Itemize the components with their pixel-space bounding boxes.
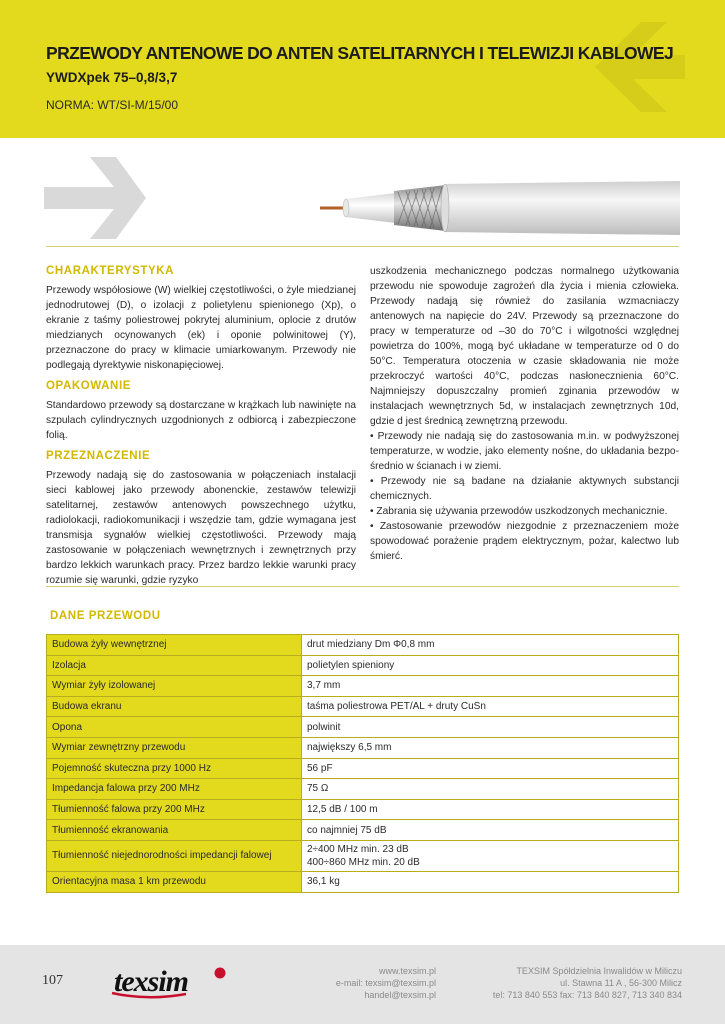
warnings-list (370, 429, 679, 564)
table-row (47, 840, 679, 871)
arrow-right-icon (44, 157, 146, 239)
list-item: • Przewody nie nadają się do zastosowania m.in. w podwyższonej temperaturze, w wodzie, jako elementy nośne, do układania bezpośrednio w ścianach i w ziemi. (370, 431, 679, 472)
page-number: 107 (42, 973, 63, 988)
table-row (47, 655, 679, 676)
spec-label: Tłumienność falowa przy 200 MHz (47, 799, 302, 820)
spec-label: Opona (47, 717, 302, 738)
spec-value: 75 Ω (302, 779, 679, 800)
spec-value: co najmniej 75 dB (302, 820, 679, 841)
norma-label: NORMA: WT/SI-M/15/00 (46, 98, 179, 112)
heading-dane-przewodu: DANE PRZEWODU (50, 610, 161, 622)
heading-opakowanie: OPAKOWANIE (46, 380, 132, 392)
contact-info (300, 965, 436, 1001)
spec-label: Izolacja (47, 655, 302, 676)
list-item: • Zabrania się używania przewodów uszkodzonych mechanicznie. (370, 506, 668, 517)
spec-value-multi (302, 840, 679, 871)
spec-label: Tłumienność ekranowania (47, 820, 302, 841)
table-row (47, 717, 679, 738)
arrow-left-icon (585, 22, 685, 112)
spec-value: 3,7 mm (302, 676, 679, 697)
company-address: ul. Stawna 11 A , 56-300 Milicz (560, 978, 682, 988)
table-row (47, 779, 679, 800)
list-item: • Zastosowanie przewodów niezgodnie z przeznaczeniem może spowodować porażenie prądem elektrycznym, pożar, kalectwo lub śmierć. (370, 521, 679, 562)
spec-value: polietylen spieniony (302, 655, 679, 676)
spec-label: Tłumienność niejednorodności impedancji falowej (47, 840, 302, 871)
header-banner (0, 0, 725, 138)
coaxial-cable-image (318, 175, 680, 239)
spec-value: polwinit (302, 717, 679, 738)
right-column (370, 264, 679, 564)
page-title: PRZEWODY ANTENOWE DO ANTEN SATELITARNYCH I TELEWIZJI KABLOWEJ (46, 43, 674, 63)
left-column (46, 264, 356, 594)
email-link-secondary[interactable]: handel@texsim.pl (364, 990, 436, 1000)
table-row (47, 820, 679, 841)
list-item: • Przewody nie są badane na działanie aktywnych substancji chemicznych. (370, 476, 679, 502)
footer (0, 945, 725, 1024)
spec-label: Budowa żyły wewnętrznej (47, 635, 302, 656)
text-przeznaczenie: Przewody nadają się do zastosowania w połączeniach instalacji sieci kablowej jako przewody abonenckie, zestawów telewizji satelitarnej, zestawów antenowych powszechnego użytku, radiolokacji, radiokomunikacji i wszędzie tam, gdzie wymagana jest transmisja sygnałów wielkiej częstotliwości. Przewody mają zastosowanie w połączeniach wewnętrznych i zewnętrznych przy bardzo lekkich warunkach pracy. Przez bardzo lekkie warunki pracy rozumie się warunki, gdzie ryzyko (46, 470, 356, 586)
spec-label: Wymiar żyły izolowanej (47, 676, 302, 697)
table-row (47, 737, 679, 758)
spec-value-line: 400÷860 MHz min. 20 dB (307, 856, 420, 868)
spec-value-line: 2÷400 MHz min. 23 dB (307, 843, 409, 855)
spec-value: 36,1 kg (302, 871, 679, 892)
heading-przeznaczenie: PRZEZNACZENIE (46, 450, 151, 462)
company-info (450, 965, 682, 1001)
spec-label: Budowa ekranu (47, 696, 302, 717)
texsim-logo (108, 963, 248, 1003)
table-row (47, 696, 679, 717)
text-right-continued: uszkodzenia mechanicznego podczas normalnego użytkowania przewodu nie spowoduje zagrożeń dla życia i mienia człowieka. Przewody nadają się również do zasilania wzmacniaczy antenowych na napięcie do 24V. Przewody są przeznaczone do pracy w temperaturze od –30 do 70°C i wilgotności względnej powietrza do 100%, mogą być układane w temperaturze od 0 do 50°C. Temperatura otoczenia w czasie składowania nie może przekroczyć wartości 40°C, podczas nasłonecznienia 60°C. Najmniejszy dopuszczalny promień zginania przewodów w instalacjach wewnętrznych 5d, w instalacjach zewnętrznych 10d, gdzie d jest średnicą zewnętrzną przewodu. (370, 266, 679, 427)
company-phones: tel: 713 840 553 fax: 713 840 827, 713 340 834 (492, 990, 682, 1000)
table-row (47, 799, 679, 820)
website-link[interactable]: www.texsim.pl (378, 966, 436, 976)
spec-value: taśma poliestrowa PET/AL + druty CuSn (302, 696, 679, 717)
divider-middle (46, 586, 679, 587)
spec-value: 56 pF (302, 758, 679, 779)
spec-value: drut miedziany Dm Φ0,8 mm (302, 635, 679, 656)
spec-value: 12,5 dB / 100 m (302, 799, 679, 820)
table-row (47, 758, 679, 779)
svg-text:texsim: texsim (114, 965, 188, 998)
spec-label: Pojemność skuteczna przy 1000 Hz (47, 758, 302, 779)
text-charakterystyka: Przewody współosiowe (W) wielkiej częstotliwości, o żyle miedzianej jednodrutowej (D), o izolacji z polietylenu spienionego (Xp), o ekranie z taśmy poliestrowej pokrytej aluminium, oplocie z drutów miedzianych ocynowanych (ek) i oponie polwinitowej (Y), przeznaczone do pracy w klimacie umiarkowanym. Przewody nie podlegają dyrektywie niskonapięciowej. (46, 285, 356, 371)
product-code: YWDXpek 75–0,8/3,7 (46, 70, 178, 85)
company-name: TEXSIM Spółdzielnia Inwalidów w Miliczu (516, 966, 682, 976)
table-row (47, 635, 679, 656)
spec-label: Impedancja falowa przy 200 MHz (47, 779, 302, 800)
table-row (47, 676, 679, 697)
spec-label: Wymiar zewnętrzny przewodu (47, 737, 302, 758)
table-row (47, 871, 679, 892)
heading-charakterystyka: CHARAKTERYSTYKA (46, 265, 175, 277)
email-link[interactable]: e-mail: texsim@texsim.pl (335, 978, 436, 988)
text-opakowanie: Standardowo przewody są dostarczane w krążkach lub nawinięte na szpulach cylindrycznych uzgodnionych z odbiorcą i zabezpieczone folią. (46, 400, 356, 441)
spec-value: największy 6,5 mm (302, 737, 679, 758)
spec-table (46, 634, 679, 893)
divider-top (46, 246, 679, 247)
spec-label: Orientacyjna masa 1 km przewodu (47, 871, 302, 892)
